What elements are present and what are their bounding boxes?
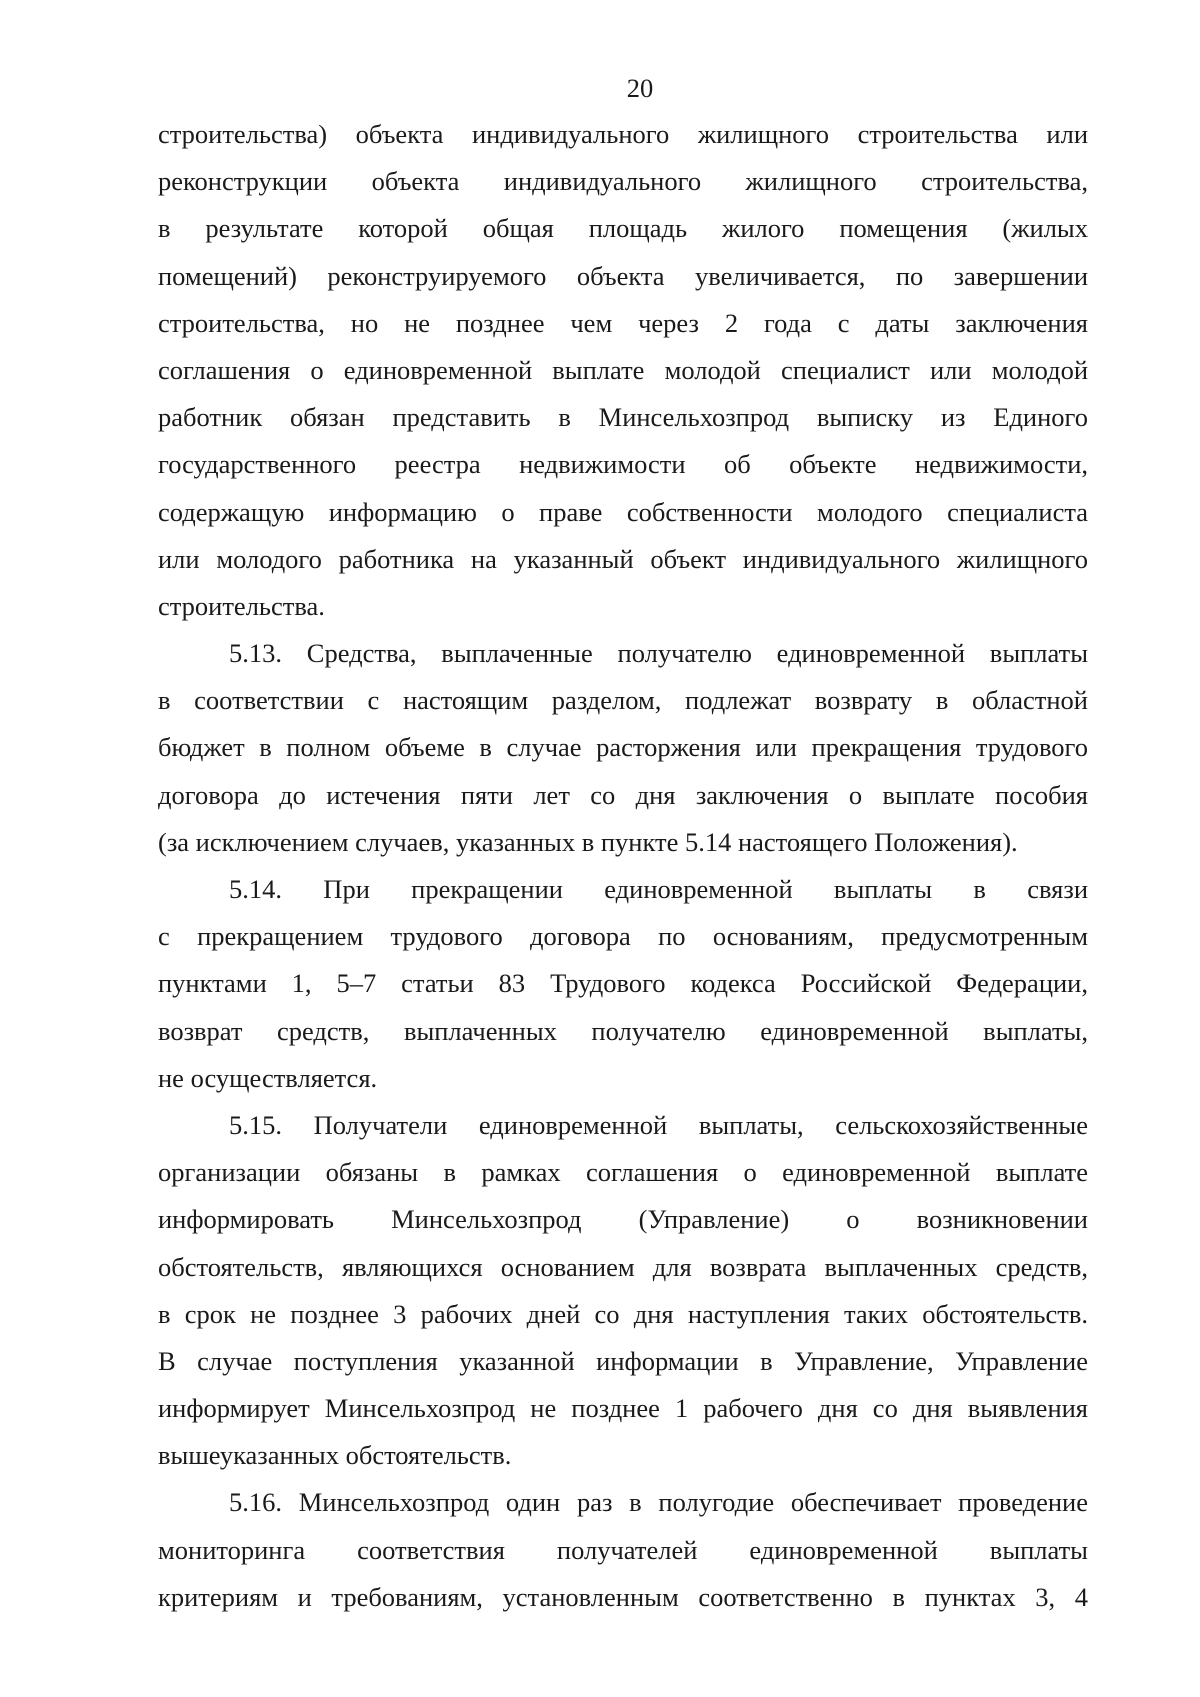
text-line: (за исключением случаев, указанных в пункте 5.14 настоящего Положения). — [158, 826, 1018, 857]
text-line: строительства, но не позднее чем через 2 года с даты заключения — [158, 307, 1088, 338]
text-line: информировать Минсельхозпрод (Управление) о возникновении — [158, 1204, 1088, 1235]
text-line: 5.13. Средства, выплаченные получателю единовременной выплаты — [229, 638, 1088, 669]
text-line: в результате которой общая площадь жилого помещения (жилых — [158, 213, 1088, 244]
page-number: 20 — [626, 73, 654, 103]
text-line: или молодого работника на указанный объект индивидуального жилищного — [158, 543, 1088, 574]
text-line: 5.14. При прекращении единовременной выплаты в связи — [229, 874, 1088, 904]
text-line: с прекращением трудового договора по основаниям, предусмотренным — [158, 921, 1088, 952]
text-line: информирует Минсельхозпрод не позднее 1 рабочего дня со дня выявления — [158, 1393, 1088, 1424]
text-line: критериям и требованиям, установленным соответственно в пунктах 3, 4 — [158, 1581, 1088, 1612]
paragraph-5-15 — [158, 1102, 1088, 1480]
text-line: строительства) объекта индивидуального жилищного строительства или — [158, 119, 1088, 149]
paragraph-5-14 — [158, 866, 1088, 1102]
text-line: мониторинга соответствия получателей единовременной выплаты — [158, 1534, 1088, 1565]
text-line: реконструкции объекта индивидуального жилищного строительства, — [158, 166, 1088, 197]
text-line: возврат средств, выплаченных получателю единовременной выплаты, — [158, 1015, 1088, 1046]
paragraph-continuation — [158, 111, 1088, 630]
text-line: 5.15. Получатели единовременной выплаты, сельскохозяйственные — [229, 1109, 1088, 1140]
paragraph-5-16 — [158, 1479, 1088, 1621]
text-line: содержащую информацию о праве собственности молодого специалиста — [158, 496, 1088, 527]
text-line: работник обязан представить в Минсельхозпрод выписку из Единого — [158, 402, 1088, 433]
text-line: государственного реестра недвижимости об объекте недвижимости, — [158, 449, 1088, 480]
text-line: не осуществляется. — [158, 1062, 378, 1093]
text-line: бюджет в полном объеме в случае расторжения или прекращения трудового — [158, 732, 1088, 763]
text-line: строительства. — [158, 590, 325, 621]
text-line: помещений) реконструируемого объекта увеличивается, по завершении — [158, 260, 1088, 291]
text-line: обстоятельств, являющихся основанием для возврата выплаченных средств, — [158, 1251, 1088, 1282]
text-line: договора до истечения пяти лет со дня заключения о выплате пособия — [158, 779, 1088, 810]
text-line: В случае поступления указанной информации в Управление, Управление — [158, 1345, 1088, 1376]
text-line: пунктами 1, 5–7 статьи 83 Трудового кодекса Российской Федерации, — [158, 968, 1088, 999]
paragraph-5-13 — [158, 630, 1088, 866]
text-line: соглашения о единовременной выплате молодой специалист или молодой — [158, 354, 1088, 385]
text-line: организации обязаны в рамках соглашения о единовременной выплате — [158, 1157, 1088, 1188]
text-line: вышеуказанных обстоятельств. — [158, 1440, 512, 1471]
document-body — [158, 111, 1088, 1621]
text-line: 5.16. Минсельхозпрод один раз в полугодие обеспечивает проведение — [229, 1487, 1088, 1518]
text-line: в срок не позднее 3 рабочих дней со дня наступления таких обстоятельств. — [158, 1298, 1088, 1329]
text-line: в соответствии с настоящим разделом, подлежат возврату в областной — [158, 685, 1088, 716]
